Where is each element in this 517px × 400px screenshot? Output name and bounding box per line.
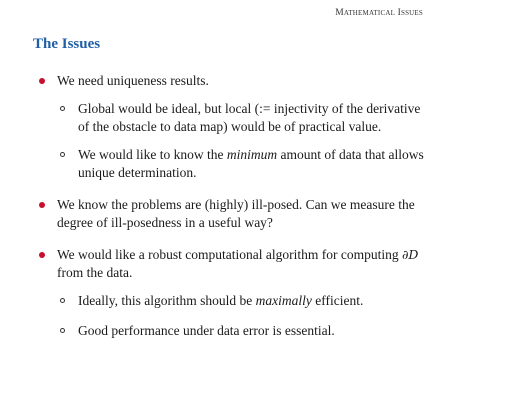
sub-list-item-text: Global would be ideal, but local (:= injectivity of the derivative of the obstacle to data map) would be of practical value. [78,101,421,134]
emphasis-text: maximally [255,293,312,308]
bullet-circle-icon [60,152,65,157]
list-item-text: We would like a robust computational algorithm for computing [57,247,402,262]
sub-list-item [0,322,428,340]
sub-list-item-text: Ideally, this algorithm should be [78,293,256,308]
bullet-dot-icon [39,202,45,208]
list-item-text: We need uniqueness results. [57,73,209,88]
bullet-circle-icon [60,106,65,111]
bullet-dot-icon [39,252,45,258]
list-item [0,196,437,232]
sub-list-item [0,292,428,310]
list-item-text: from the data. [57,265,133,280]
sub-list-item-text: efficient. [311,293,364,308]
list-item [0,72,437,90]
list-item-text: We know the problems are (highly) ill-posed. Can we measure the degree of ill-posedness in a useful way? [57,197,415,230]
slide-title: The Issues [33,36,101,52]
sub-list-item-text: amount of data that allows unique determination. [78,147,424,180]
slide-header: Mathematical Issues [335,8,423,18]
sub-list-item-text: We would like to know the [78,147,227,162]
list-item [0,246,437,282]
sub-list-item-text: Good performance under data error is essential. [78,323,335,338]
sub-list-item [0,100,428,136]
math-symbol: ∂D [401,247,419,262]
emphasis-text: minimum [226,147,278,162]
sub-list-item [0,146,428,182]
bullet-list [0,72,517,340]
bullet-dot-icon [39,78,45,84]
bullet-circle-icon [60,298,65,303]
bullet-circle-icon [60,328,65,333]
